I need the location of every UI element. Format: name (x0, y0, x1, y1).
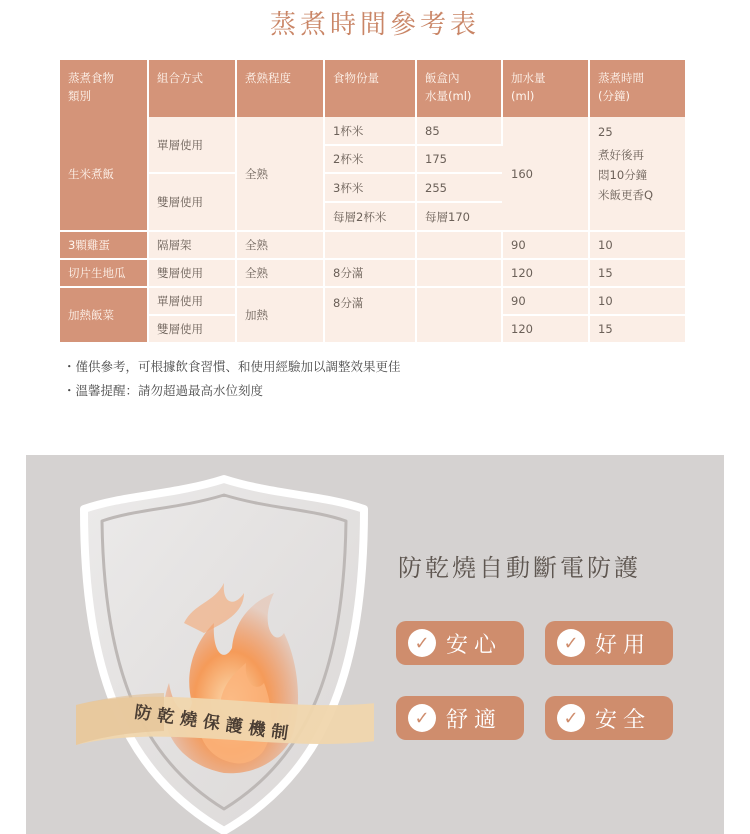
time-cell: 10 (589, 287, 685, 315)
mode-cell: 隔層架 (148, 231, 236, 259)
header-inner-water: 飯盒內 水量(ml) (416, 60, 502, 117)
feature-label: 安全 (595, 707, 652, 733)
note-water-level: ・溫馨提醒：請勿超過最高水位刻度 (63, 383, 264, 398)
feature-badge-comfort (396, 696, 524, 740)
water-cell: 120 (502, 259, 589, 287)
inner-water-cell (416, 287, 502, 343)
portion-cell: 2杯米 (324, 145, 416, 173)
check-icon: ✓ (408, 629, 436, 657)
page-title: 蒸煮時間參考表 (269, 10, 480, 40)
time-cell (589, 117, 685, 231)
category-reheat: 加熱飯菜 (60, 287, 148, 343)
shield-flame-icon (74, 473, 374, 834)
table-row (60, 231, 685, 259)
portion-cell: 3杯米 (324, 173, 416, 202)
inner-water-cell (416, 259, 502, 287)
time-cell: 15 (589, 259, 685, 287)
time-cell: 15 (589, 315, 685, 343)
check-icon: ✓ (557, 629, 585, 657)
inner-water-cell: 255 (416, 173, 502, 202)
table-row (60, 117, 685, 145)
inner-water-cell (416, 231, 502, 259)
header-added-water: 加水量 (ml) (502, 60, 589, 117)
portion-cell: 8分滿 (324, 259, 416, 287)
portion-cell: 1杯米 (324, 117, 416, 145)
doneness-cell: 加熱 (236, 287, 324, 343)
portion-cell: 每層2杯米 (324, 202, 416, 231)
water-cell: 120 (502, 315, 589, 343)
time-value: 25 (598, 125, 613, 139)
header-food-category: 蒸煮食物 類別 (60, 60, 148, 117)
check-icon: ✓ (557, 704, 585, 732)
doneness-cell: 全熟 (236, 117, 324, 231)
feature-label: 安心 (446, 632, 503, 658)
category-raw-rice: 生米煮飯 (60, 117, 148, 231)
portion-cell: 8分滿 (324, 287, 416, 343)
time-cell: 10 (589, 231, 685, 259)
water-cell: 160 (502, 117, 589, 231)
feature-label: 舒適 (446, 707, 503, 733)
category-eggs: 3顆雞蛋 (60, 231, 148, 259)
table-row (60, 287, 685, 315)
feature-label: 好用 (595, 632, 652, 658)
water-cell: 90 (502, 287, 589, 315)
water-cell: 90 (502, 231, 589, 259)
category-sweet-potato: 切片生地瓜 (60, 259, 148, 287)
header-portion: 食物份量 (324, 60, 416, 117)
mode-cell: 單層使用 (148, 287, 236, 315)
mode-cell: 雙層使用 (148, 173, 236, 231)
doneness-cell: 全熟 (236, 259, 324, 287)
header-combination: 組合方式 (148, 60, 236, 117)
header-time: 蒸煮時間 (分鐘) (589, 60, 685, 117)
doneness-cell: 全熟 (236, 231, 324, 259)
time-note: 煮好後再 悶10分鐘 米飯更香Q (598, 148, 654, 202)
inner-water-cell: 85 (416, 117, 502, 145)
feature-badge-peace-of-mind (396, 621, 524, 665)
panel-heading: 防乾燒自動斷電防護 (398, 554, 641, 582)
inner-water-cell: 175 (416, 145, 502, 173)
feature-badge-easy-use (545, 621, 673, 665)
inner-water-cell: 每層170 (416, 202, 502, 231)
table-row (60, 259, 685, 287)
ribbon-text: 防乾燒保護機制 (133, 702, 296, 745)
portion-cell (324, 231, 416, 259)
table-header-row (60, 60, 685, 117)
steaming-time-table (60, 60, 685, 344)
feature-badge-safety (545, 696, 673, 740)
note-reference: ・僅供參考，可根據飲食習慣、和使用經驗加以調整效果更佳 (63, 359, 401, 374)
anti-dry-burn-panel (26, 455, 724, 834)
notes (63, 355, 401, 403)
mode-cell: 單層使用 (148, 117, 236, 173)
mode-cell: 雙層使用 (148, 259, 236, 287)
check-icon: ✓ (408, 704, 436, 732)
mode-cell: 雙層使用 (148, 315, 236, 343)
header-doneness: 煮熟程度 (236, 60, 324, 117)
